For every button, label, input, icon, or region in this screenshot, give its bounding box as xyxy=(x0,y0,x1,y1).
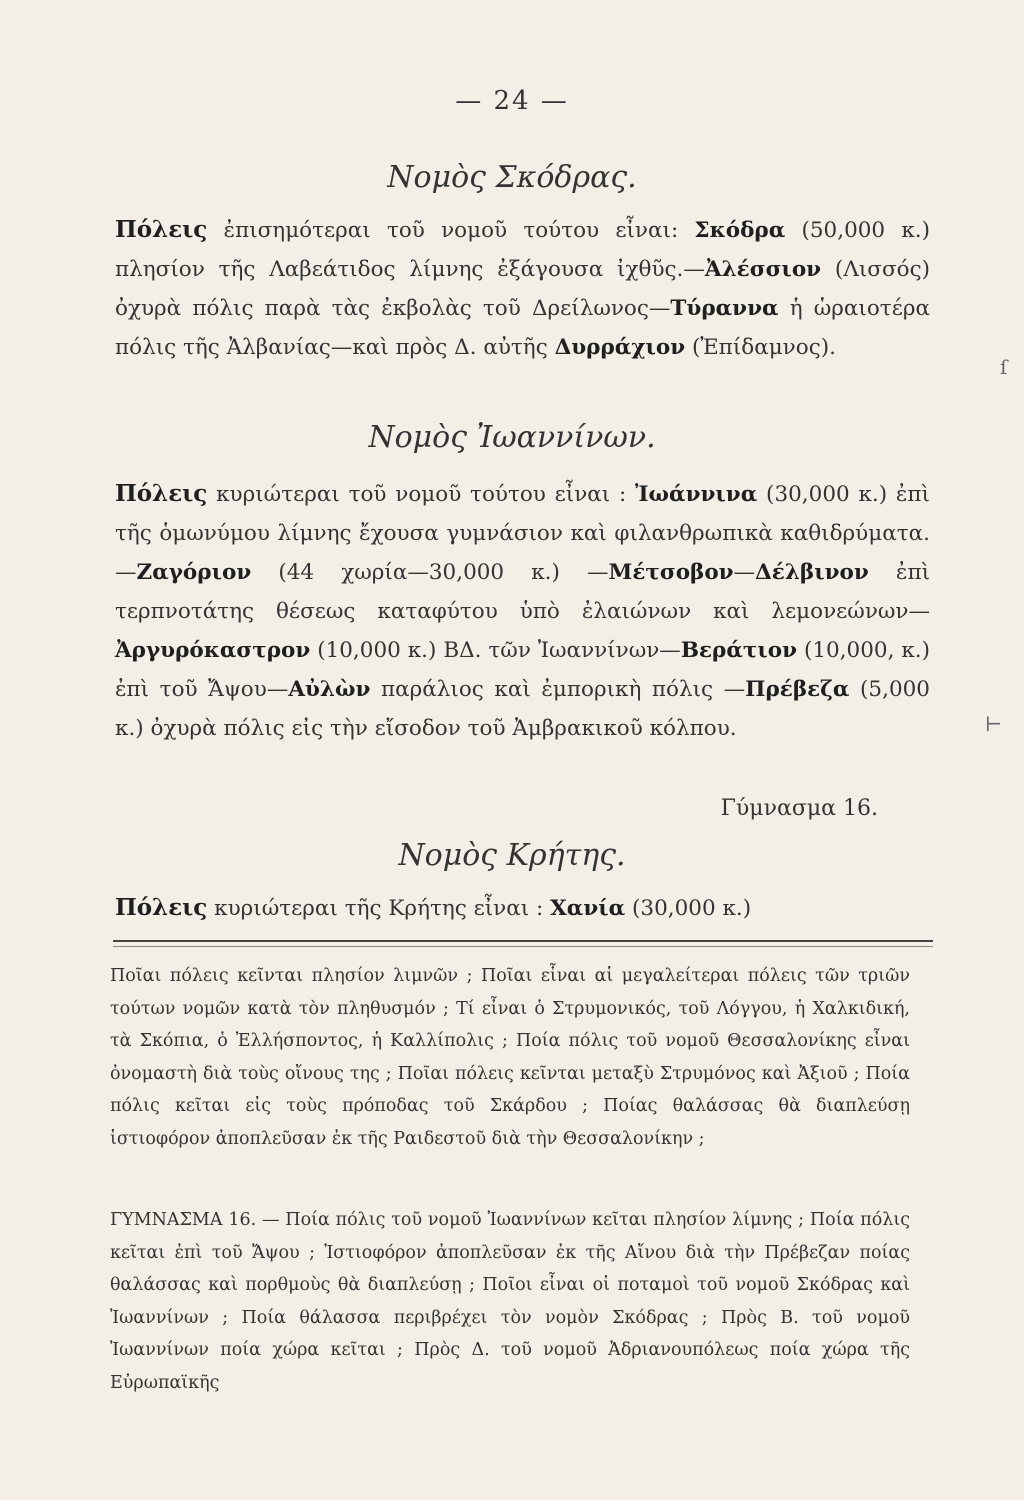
text-run: (50,000 κ.) πλησίον τῆς Λαβεάτιδος λίμνης ἐξάγουσα ἰχθῦς.— xyxy=(115,218,930,282)
paragraph-lead: Πόλεις xyxy=(115,894,208,921)
exercise-text: — Ποία πόλις τοῦ νομοῦ Ἰωαννίνων κεῖται πλησίον λίμνης ; Ποία πόλις κεῖται ἐπὶ τοῦ Ἄψου ; Ἱστιοφόρον ἀποπλεῦσαν ἐκ τῆς Αἴνου διὰ τὴν Πρέβεζαν ποίας θαλάσσας καὶ πορθμοὺς θὰ διαπλεύσῃ ; Ποῖοι εἶναι οἱ ποταμοὶ τοῦ νομοῦ Σκόδρας καὶ Ἰωαννίνων ; Ποία θάλασσα περιβρέχει τὸν νομὸν Σκόδρας ; Πρὸς Β. τοῦ νομοῦ Ἰωαννίνων ποία χώρα κεῖται ; Πρὸς Δ. τοῦ νομοῦ Ἀδριανουπόλεως ποία χώρα τῆς Εὐρωπαϊκῆς xyxy=(110,1210,911,1393)
city-name: Μέτσοβον xyxy=(608,560,734,585)
text-run: (30,000 κ.) xyxy=(625,896,752,921)
paragraph-ioannina xyxy=(115,474,930,748)
section-heading-crete: Νομὸς Κρήτης. xyxy=(398,838,626,873)
text-run: (Λισσός) ὀχυρὰ πόλις παρὰ τὰς ἐκβολὰς τοῦ Δρείλωνος— xyxy=(115,257,931,321)
paragraph-lead: Πόλεις xyxy=(115,480,208,507)
city-name: Δέλβινον xyxy=(755,560,869,585)
city-name: Χανία xyxy=(550,896,626,921)
separator-rule xyxy=(113,940,933,942)
text-run: κυριώτεραι τῆς Κρήτης εἶναι : xyxy=(207,896,551,921)
text-run: (5,000 κ.) ὀχυρὰ πόλις εἰς τὴν εἴσοδον τοῦ Ἀμβρακικοῦ κόλπου. xyxy=(115,677,930,741)
exercise-label: ΓΥΜΝΑΣΜΑ 16. xyxy=(110,1210,257,1230)
margin-mark: ⊢ xyxy=(985,712,1003,736)
text-run: ἐπὶ τερπνοτάτης θέσεως καταφύτου ὑπὸ ἐλαιώνων καὶ λεμονεώνων— xyxy=(115,560,931,624)
text-run: ἡ ὡραιοτέρα πόλις τῆς Ἀλβανίας—καὶ πρὸς Δ. αὐτῆς xyxy=(115,296,930,360)
paragraph-lead: Πόλεις xyxy=(115,216,208,243)
text-run: — xyxy=(733,560,756,585)
text-run: (44 χωρία—30,000 κ.) — xyxy=(251,560,609,585)
section-heading-ioannina: Νομὸς Ἰωαννίνων. xyxy=(368,420,656,455)
text-run: παράλιος καὶ ἐμπορικὴ πόλις — xyxy=(370,677,746,702)
text-run: (10,000 κ.) ΒΔ. τῶν Ἰωαννίνων— xyxy=(310,638,681,663)
page-number: — 24 — xyxy=(455,86,569,116)
exercise-block xyxy=(110,1204,910,1399)
city-name: Δυρράχιον xyxy=(554,335,686,360)
paragraph-crete xyxy=(115,888,930,928)
city-name: Ἀλέσσιον xyxy=(704,257,822,282)
paragraph-skodra xyxy=(115,210,930,367)
margin-mark: ſ xyxy=(1000,355,1008,379)
text-run: ἐπισημότεραι τοῦ νομοῦ τούτου εἶναι: xyxy=(207,218,695,243)
review-questions: Ποῖαι πόλεις κεῖνται πλησίον λιμνῶν ; Ποῖαι εἶναι αἱ μεγαλείτεραι πόλεις τῶν τριῶν τούτων νομῶν κατὰ τὸν πληθυσμόν ; Τί εἶναι ὁ Στρυμονικός, τοῦ Λόγγου, ἡ Χαλκιδική, τὰ Σκόπια, ὁ Ἑλλήσποντος, ἡ Καλλίπολις ; Ποία πόλις τοῦ νομοῦ Θεσσαλονίκης εἶναι ὀνομαστὴ διὰ τοὺς οἴνους της ; Ποῖαι πόλεις κεῖνται μεταξὺ Στρυμόνος καὶ Ἀξιοῦ ; Ποία πόλις κεῖται εἰς τοὺς πρόποδας τοῦ Σκάρδου ; Ποίας θαλάσσας θὰ διαπλεύσῃ ἱστιοφόρον ἀποπλεῦσαν ἐκ τῆς Ραιδεστοῦ διὰ τὴν Θεσσαλονίκην ; xyxy=(110,966,910,1149)
section-heading-skodra: Νομὸς Σκόδρας. xyxy=(387,160,637,195)
city-name: Ζαγόριον xyxy=(136,560,252,585)
city-name: Ἀργυρόκαστρον xyxy=(115,638,311,663)
city-name: Σκόδρα xyxy=(694,218,786,243)
city-name: Τύραννα xyxy=(670,296,779,321)
text-run: (Ἐπίδαμνος). xyxy=(685,335,836,360)
separator-rule-thin xyxy=(113,946,933,947)
text-run: (30,000 κ.) ἐπὶ τῆς ὁμωνύμου λίμνης ἔχουσα γυμνάσιον καὶ φιλανθρωπικὰ καθιδρύματα.— xyxy=(115,482,930,585)
text-run: (10,000, κ.) ἐπὶ τοῦ Ἄψου— xyxy=(115,638,930,702)
city-name: Ἰωάννινα xyxy=(635,482,758,507)
city-name: Πρέβεζα xyxy=(745,677,850,702)
gymnasma-reference: Γύμνασμα 16. xyxy=(720,796,878,821)
city-name: Βεράτιον xyxy=(680,638,798,663)
text-run: κυριώτεραι τοῦ νομοῦ τούτου εἶναι : xyxy=(207,482,636,507)
city-name: Αὐλὼν xyxy=(288,677,371,702)
